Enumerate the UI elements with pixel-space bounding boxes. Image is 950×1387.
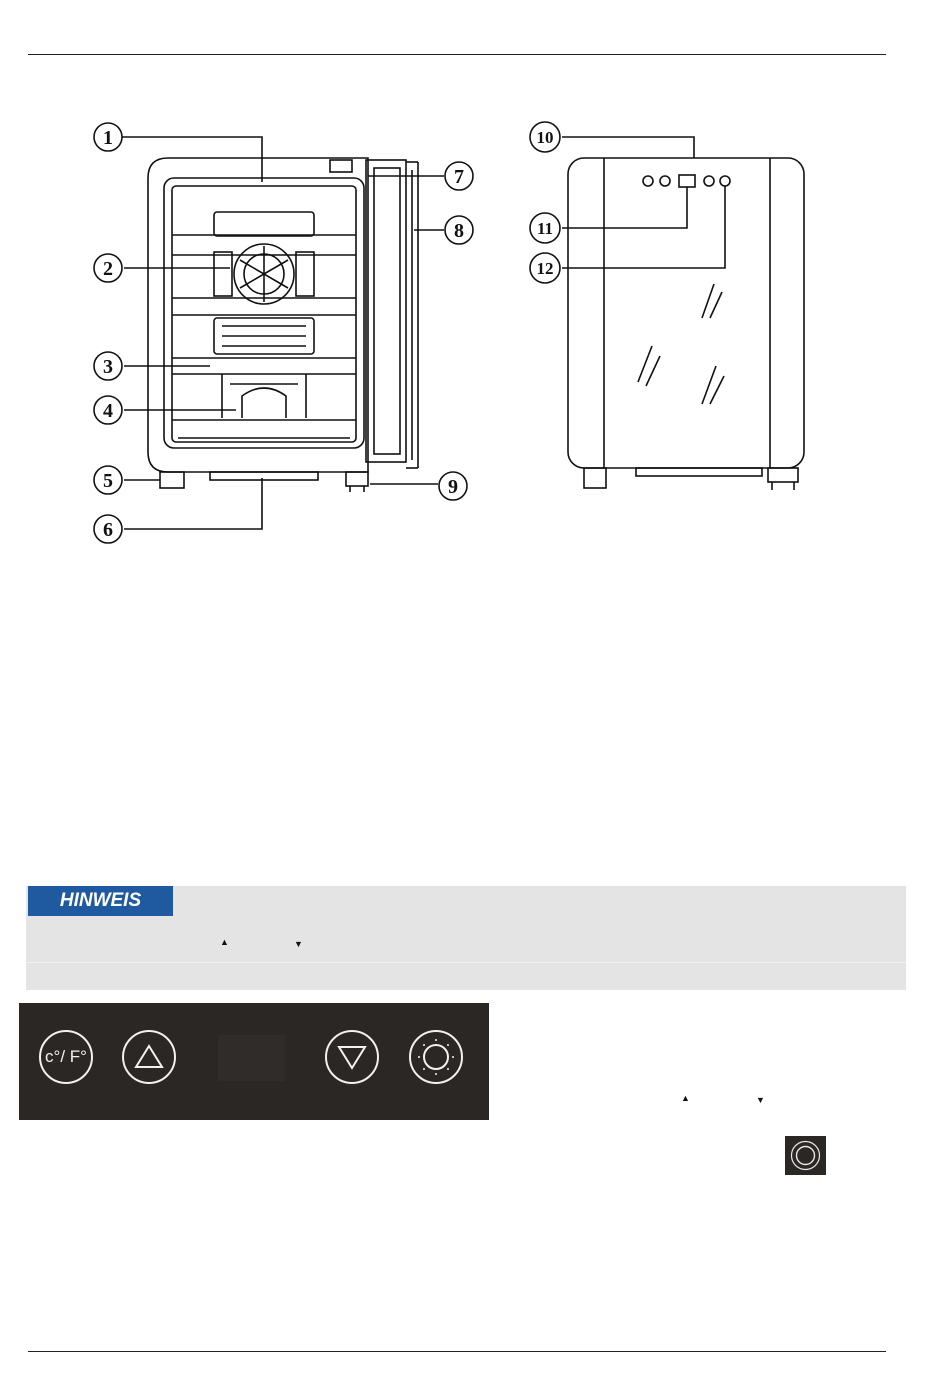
callout-8: 8	[454, 220, 464, 242]
unit-label: c°/ F°	[45, 1047, 87, 1066]
temperature-unit-button[interactable]	[39, 1030, 93, 1084]
down-arrow-icon: ▼	[756, 1095, 765, 1105]
notice-divider	[26, 962, 906, 963]
power-button-small	[785, 1136, 826, 1175]
down-button[interactable]	[325, 1030, 379, 1084]
callout-1: 1	[103, 127, 113, 149]
notice-title: HINWEIS	[28, 886, 173, 916]
callout-12: 12	[536, 259, 554, 278]
down-arrow-icon	[327, 1032, 377, 1082]
callout-6: 6	[103, 519, 113, 541]
appliance-diagram	[0, 100, 950, 560]
callout-5: 5	[103, 470, 113, 492]
power-icon	[411, 1032, 461, 1082]
callout-9: 9	[448, 476, 458, 498]
callout-10: 10	[536, 128, 554, 147]
bottom-rule	[28, 1351, 886, 1352]
down-arrow-icon: ▼	[294, 939, 303, 949]
top-rule	[28, 54, 886, 55]
temperature-display	[218, 1035, 285, 1081]
control-panel	[19, 1003, 489, 1120]
up-arrow-icon: ▲	[220, 937, 229, 947]
side-view	[562, 137, 804, 490]
callout-7: 7	[454, 166, 464, 188]
callout-2: 2	[103, 258, 113, 280]
callout-11: 11	[536, 219, 554, 238]
callout-3: 3	[103, 356, 113, 378]
up-arrow-icon: ▲	[681, 1093, 690, 1103]
front-view	[122, 137, 444, 529]
power-button[interactable]	[409, 1030, 463, 1084]
up-button[interactable]	[122, 1030, 176, 1084]
up-arrow-icon	[124, 1032, 174, 1082]
callout-4: 4	[103, 400, 113, 422]
notice-box	[26, 886, 906, 990]
